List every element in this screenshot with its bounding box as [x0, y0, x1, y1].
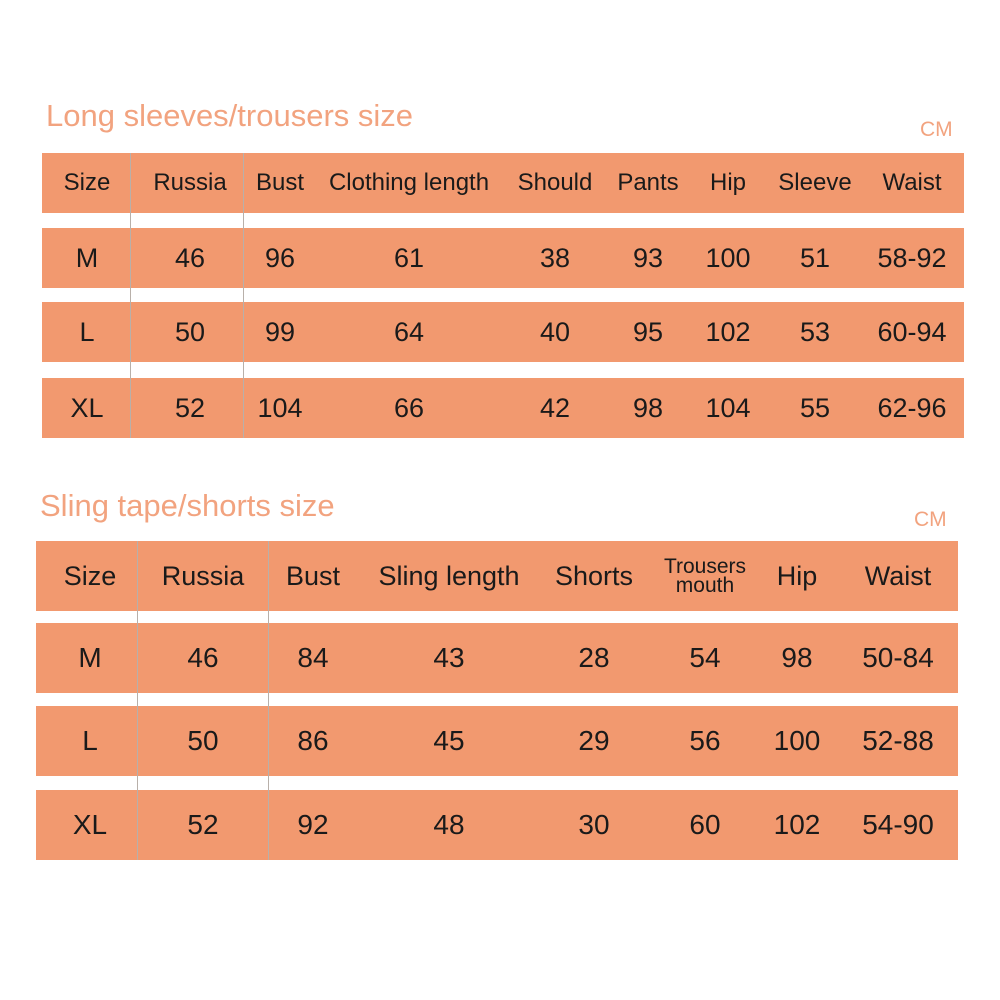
header-cell: Sling length	[378, 560, 520, 591]
table-cell: 42	[539, 392, 571, 423]
table-cell: 100	[705, 242, 751, 273]
table-cell: 46	[187, 642, 219, 673]
header-cell: Hip	[776, 560, 818, 591]
unit-label: CM	[920, 118, 953, 141]
table-cell: 52-88	[862, 725, 934, 756]
table-cell: 38	[539, 242, 571, 273]
header-cell: Pants	[617, 169, 679, 196]
table-cell: 51	[799, 242, 831, 273]
table-cell: 95	[632, 316, 664, 347]
table-cell: 50-84	[862, 642, 934, 673]
table-cell: 99	[264, 316, 296, 347]
table-cell: 60	[689, 809, 721, 840]
table-cell: 64	[393, 316, 425, 347]
header-cell: Russia	[161, 560, 245, 591]
header-cell: Waist	[864, 560, 932, 591]
table-cell: XL	[70, 392, 104, 423]
table-row	[42, 228, 964, 288]
table-cell: 96	[264, 242, 296, 273]
table-cell: 46	[174, 242, 206, 273]
table-cell: XL	[72, 809, 108, 840]
table-cell: 98	[632, 392, 664, 423]
table-cell: M	[75, 242, 99, 273]
header-line: Trousers	[663, 555, 747, 578]
table-row	[36, 706, 958, 776]
header-cell: Shorts	[554, 560, 634, 591]
table-cell: 29	[578, 725, 610, 756]
table-cell: 54-90	[862, 809, 934, 840]
table-cell: 50	[174, 316, 206, 347]
header-cell: Russia	[153, 169, 227, 196]
header-cell: Clothing length	[328, 169, 490, 196]
column-divider	[137, 541, 138, 860]
header-cell: Waist	[882, 169, 942, 196]
table-cell: 53	[799, 316, 831, 347]
header-cell: Should	[517, 169, 593, 196]
table-cell: 100	[773, 725, 821, 756]
table-cell: 92	[297, 809, 329, 840]
table-title: Long sleeves/trousers size	[46, 98, 414, 133]
table-row	[42, 378, 964, 438]
table-cell: 62-96	[877, 392, 947, 423]
header-line: mouth	[675, 574, 735, 597]
table-cell: 52	[174, 392, 206, 423]
table-cell: 102	[773, 809, 821, 840]
header-cell: Size	[63, 560, 117, 591]
table-cell: 45	[433, 725, 465, 756]
table-cell: 48	[433, 809, 465, 840]
table-cell: 58-92	[877, 242, 947, 273]
table-title: Sling tape/shorts size	[40, 488, 335, 523]
unit-label: CM	[914, 508, 947, 531]
table-cell: 86	[297, 725, 329, 756]
table-cell: 93	[632, 242, 664, 273]
table-cell: 104	[705, 392, 751, 423]
table-cell: M	[78, 642, 102, 673]
column-divider	[130, 153, 131, 438]
table-cell: L	[79, 316, 95, 347]
table-cell: 61	[393, 242, 425, 273]
table-row	[42, 302, 964, 362]
header-cell: Hip	[709, 169, 746, 196]
table-cell: 40	[539, 316, 571, 347]
table-row	[36, 623, 958, 693]
table-cell: 55	[799, 392, 831, 423]
table-cell: 66	[393, 392, 425, 423]
table-cell: 43	[433, 642, 465, 673]
table-cell: 98	[781, 642, 813, 673]
header-cell: Bust	[285, 560, 341, 591]
table-cell: 30	[578, 809, 610, 840]
table-row	[36, 790, 958, 860]
table-cell: 56	[689, 725, 721, 756]
header-row	[42, 153, 964, 213]
table-cell: 60-94	[877, 316, 947, 347]
header-cell: Size	[63, 169, 111, 196]
table-cell: 104	[257, 392, 303, 423]
table-cell: L	[82, 725, 98, 756]
table-cell: 50	[187, 725, 219, 756]
header-cell: Sleeve	[778, 169, 852, 196]
table-cell: 54	[689, 642, 721, 673]
header-row	[36, 541, 958, 611]
table-cell: 52	[187, 809, 219, 840]
table-cell: 102	[705, 316, 751, 347]
column-divider	[268, 541, 269, 860]
column-divider	[243, 153, 244, 438]
table-cell: 28	[578, 642, 610, 673]
table-cell: 84	[297, 642, 329, 673]
header-cell: Bust	[255, 169, 305, 196]
